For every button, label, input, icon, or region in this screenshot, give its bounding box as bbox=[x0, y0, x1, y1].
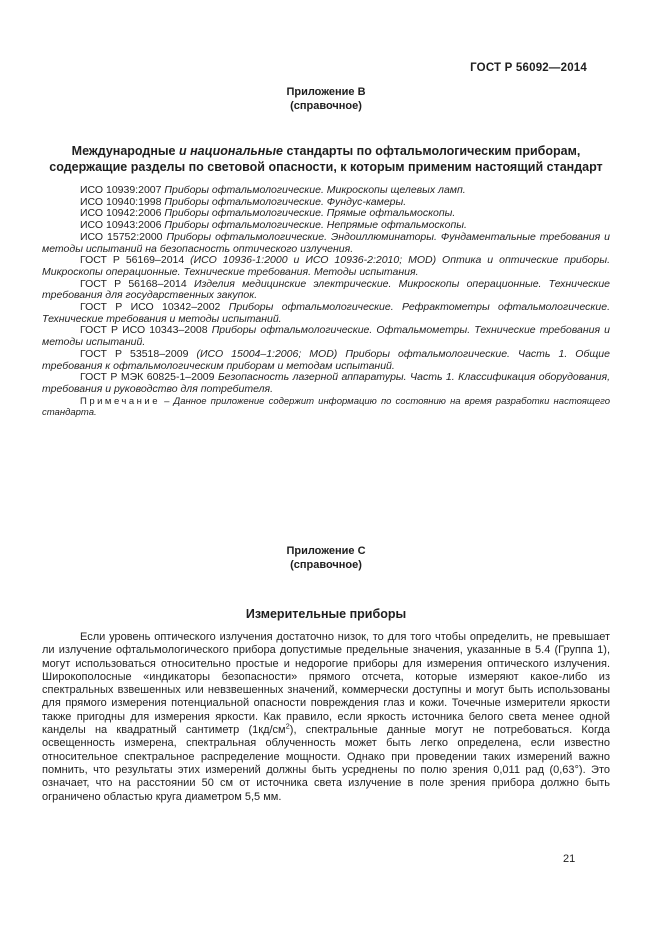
standard-code: ИСО 10940:1998 bbox=[80, 195, 162, 208]
standard-code: ИСО 10943:2006 bbox=[80, 219, 162, 232]
standards-list bbox=[42, 185, 610, 419]
appendix-c-label: Приложение С bbox=[286, 545, 366, 557]
appendix-c-body-paragraph bbox=[42, 631, 610, 804]
appendix-b-note bbox=[42, 396, 610, 419]
appendix-b-label: Приложение В bbox=[286, 86, 366, 98]
appendix-b-heading bbox=[42, 86, 610, 113]
standard-code: ГОСТ Р 53518–2009 bbox=[80, 347, 189, 360]
standard-item bbox=[42, 372, 610, 395]
standard-title: (ИСО 10936-1:2000 и ИСО 10936-2:2010; MOD) Оптика и оптические приборы. Микроскопы операционные. Технические требования. Методы испытания. bbox=[42, 254, 610, 278]
appendix-b-title-pre: Международные bbox=[71, 144, 179, 158]
standard-item bbox=[42, 349, 610, 372]
appendix-b-sublabel: (справочное) bbox=[290, 99, 362, 112]
body-text-part2: ), спектральные данные могут не потребоваться. Когда освещенность измерена, спектральная облученность может быть легко определена, если известно относительное спектральное распределение мощности. Однако при проведении таких измерений важно помнить, что результаты этих измерений должны быть усреднены по полю зрения 0,011 рад (0,63°). Это означает, что на расстоянии 50 см от источника света излучение в поле зрения прибора должно быть ограничено областью круга диаметром 5,5 мм. bbox=[42, 724, 610, 803]
standard-item bbox=[42, 232, 610, 255]
standard-title: Приборы офтальмологические. Рефрактометры офтальмологические. Технические требования и методы испытаний. bbox=[42, 301, 610, 325]
standard-code: ИСО 10939:2007 bbox=[80, 184, 162, 196]
appendix-c-title: Измерительные приборы bbox=[245, 607, 407, 621]
standard-title: (ИСО 15004–1:2006; MOD) Приборы офтальмологические. Часть 1. Общие требования к офтальмологическим приборам и методам испытаний. bbox=[42, 347, 610, 372]
standard-title: Приборы офтальмологические. Прямые офтальмоскопы. bbox=[164, 207, 456, 220]
standard-title: Приборы офтальмологические. Эндоиллюминаторы. Фундаментальные требования и методы испытаний на безопасность оптического излучения. bbox=[42, 230, 610, 255]
standard-title: Приборы офтальмологические. Микроскопы щелевых ламп. bbox=[164, 184, 466, 196]
appendix-c-sublabel: (справочное) bbox=[290, 558, 362, 571]
note-text: – Данное приложение содержит информацию по состоянию на время разработки настоящего стандарта. bbox=[42, 395, 611, 419]
standard-code: ГОСТ Р ИСО 10342–2002 bbox=[80, 301, 221, 314]
standard-code: ГОСТ Р ИСО 10343–2008 bbox=[80, 324, 208, 337]
standard-title: Безопасность лазерной аппаратуры. Часть 1. Классификация оборудования, требования и руководство для потребителя. bbox=[42, 371, 610, 395]
appendix-c-heading bbox=[42, 545, 610, 572]
appendix-b-title-post: стандарты по офтальмологическим приборам, bbox=[282, 144, 581, 158]
document-code-header: ГОСТ Р 56092—2014 bbox=[470, 62, 587, 74]
standard-title: Изделия медицинские электрические. Микроскопы операционные. Технические требования для государственных закупок. bbox=[42, 277, 611, 302]
standard-item bbox=[42, 279, 610, 302]
note-label: Примечание bbox=[80, 395, 160, 407]
appendix-b-title bbox=[42, 143, 610, 175]
standard-code: ГОСТ Р 56169–2014 bbox=[80, 254, 185, 267]
standard-item bbox=[42, 255, 610, 278]
standard-title: Приборы офтальмологические. Офтальмометры. Технические требования и методы испытаний. bbox=[42, 324, 610, 349]
standard-item bbox=[42, 325, 610, 348]
standard-code: ИСО 15752:2000 bbox=[80, 230, 163, 243]
standard-item bbox=[42, 302, 610, 325]
appendix-b-title-italic: и национальные bbox=[178, 144, 283, 158]
page-number: 21 bbox=[563, 853, 576, 865]
body-text-part1: Если уровень оптического излучения достаточно низок, то для того чтобы определить, не превышает ли излучение офтальмологического прибора допустимые предельные значения, указанные в 5.4 (Группа 1), могут использоваться относительно простые и недорогие приборы для измерения оптического излучения. Широкополосные «индикаторы безопасности» прямого отсчета, которые измеряют какое-либо из спектральных взвешенных или невзвешенных значений, коммерчески доступны и могут быть использованы для прямого измерения потенциальной опасности повреждения глаз и кожи. Точечные измерители яркости также пригодны для измерения яркости. Как правило, если яркость источника белого света менее одной канделы на квадратный сантиметр (1кд/см bbox=[42, 631, 610, 737]
standard-code: ГОСТ Р МЭК 60825-1–2009 bbox=[80, 371, 215, 384]
appendix-b-title-line2: содержащие разделы по световой опасности, к которым применим настоящий стандарт bbox=[49, 160, 603, 174]
superscript-2: 2 bbox=[285, 721, 290, 731]
standard-title: Приборы офтальмологические. Фундус-камеры. bbox=[164, 195, 407, 208]
standard-code: ИСО 10942:2006 bbox=[80, 207, 162, 220]
standard-code: ГОСТ Р 56168–2014 bbox=[80, 277, 187, 290]
standard-title: Приборы офтальмологические. Непрямые офтальмоскопы. bbox=[164, 219, 467, 232]
